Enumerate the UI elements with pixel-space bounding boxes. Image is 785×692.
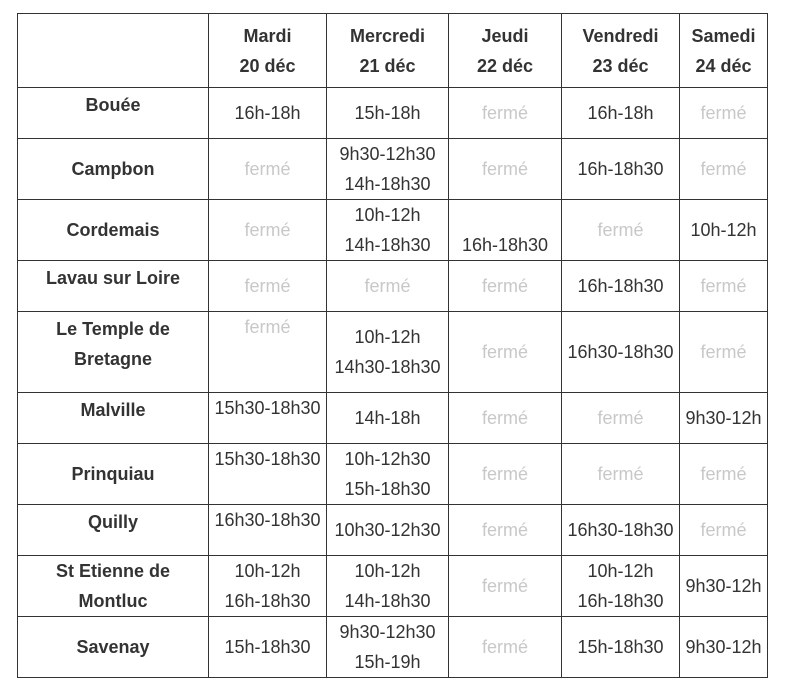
hours-cell — [449, 312, 562, 393]
hours-cell — [327, 505, 449, 556]
town-name — [18, 261, 209, 312]
hours-range: 16h-18h — [234, 103, 301, 123]
day-date: 21 déc — [359, 55, 416, 76]
hours-cell — [209, 88, 327, 139]
town-name-line: Malville — [80, 400, 146, 420]
hours-cell — [562, 617, 680, 678]
hours-cell — [680, 200, 768, 261]
hours-cell — [562, 139, 680, 200]
table-row — [18, 261, 768, 312]
hours-range: 14h-18h30 — [344, 591, 431, 611]
closed-label: fermé — [597, 408, 644, 428]
town-name-line: Bouée — [85, 95, 141, 115]
closed-label: fermé — [481, 637, 528, 657]
town-name-line: Bretagne — [73, 349, 153, 369]
hours-range: 15h30-18h30 — [214, 398, 321, 418]
hours-range: 10h-12h — [587, 561, 654, 581]
hours-cell — [209, 200, 327, 261]
day-name: Jeudi — [481, 25, 529, 46]
hours-range: 15h-18h30 — [344, 479, 431, 499]
hours-cell — [562, 556, 680, 617]
day-name: Vendredi — [582, 25, 659, 46]
town-name — [18, 88, 209, 139]
day-name: Samedi — [691, 25, 756, 46]
hours-cell — [680, 444, 768, 505]
hours-cell — [680, 261, 768, 312]
day-date: 23 déc — [592, 55, 649, 76]
hours-cell — [327, 556, 449, 617]
closed-label: fermé — [481, 103, 528, 123]
town-name-line: Montluc — [78, 591, 148, 611]
day-name: Mardi — [243, 25, 292, 46]
closed-label: fermé — [700, 520, 747, 540]
closed-label: fermé — [597, 464, 644, 484]
hours-cell — [327, 393, 449, 444]
hours-cell — [209, 139, 327, 200]
hours-range: 10h-12h30 — [344, 449, 431, 469]
day-header-4 — [680, 14, 768, 88]
table-row — [18, 393, 768, 444]
hours-range: 15h-18h30 — [577, 637, 664, 657]
closed-label: fermé — [481, 520, 528, 540]
closed-label: fermé — [481, 464, 528, 484]
hours-cell — [680, 312, 768, 393]
closed-label: fermé — [481, 408, 528, 428]
day-header-3 — [562, 14, 680, 88]
hours-cell — [562, 261, 680, 312]
hours-cell — [327, 444, 449, 505]
town-name-line: Cordemais — [66, 220, 160, 240]
town-name — [18, 139, 209, 200]
corner-cell — [18, 14, 209, 88]
hours-cell — [209, 261, 327, 312]
hours-cell — [327, 261, 449, 312]
hours-cell — [209, 617, 327, 678]
hours-cell — [562, 312, 680, 393]
hours-range: 16h-18h30 — [224, 591, 311, 611]
table-body — [18, 88, 768, 678]
closed-label: fermé — [481, 342, 528, 362]
table-row — [18, 88, 768, 139]
hours-cell — [680, 556, 768, 617]
day-name: Mercredi — [349, 25, 426, 46]
hours-range: 15h-18h — [354, 103, 421, 123]
hours-range: 16h30-18h30 — [214, 510, 321, 530]
day-date: 20 déc — [239, 55, 296, 76]
hours-range: 15h-18h30 — [224, 637, 311, 657]
hours-range: 16h-18h30 — [577, 159, 664, 179]
day-header-1 — [327, 14, 449, 88]
hours-cell — [680, 505, 768, 556]
town-name-line: Campbon — [71, 159, 155, 179]
closed-label: fermé — [481, 576, 528, 596]
hours-cell — [449, 393, 562, 444]
hours-cell — [327, 88, 449, 139]
hours-range: 14h30-18h30 — [334, 357, 441, 377]
day-header-0 — [209, 14, 327, 88]
table-row — [18, 200, 768, 261]
day-date: 22 déc — [476, 55, 534, 76]
hours-cell — [449, 444, 562, 505]
hours-range: 16h-18h30 — [577, 276, 664, 296]
hours-cell — [449, 88, 562, 139]
opening-hours-table — [17, 13, 768, 678]
hours-range: 14h-18h — [354, 408, 421, 428]
closed-label: fermé — [700, 342, 747, 362]
hours-cell — [562, 505, 680, 556]
hours-cell — [449, 200, 562, 261]
hours-range: 14h-18h30 — [344, 235, 431, 255]
town-name-line: Savenay — [76, 637, 150, 657]
hours-range: 10h30-12h30 — [334, 520, 441, 540]
hours-cell — [449, 505, 562, 556]
hours-range: 10h-12h — [690, 220, 757, 240]
closed-label: fermé — [244, 220, 291, 240]
hours-range: 9h30-12h — [685, 576, 762, 596]
hours-range: 15h30-18h30 — [214, 449, 321, 469]
hours-cell — [209, 556, 327, 617]
hours-range: 16h-18h30 — [461, 235, 549, 255]
hours-cell — [209, 312, 327, 393]
hours-range: 16h-18h30 — [577, 591, 664, 611]
hours-cell — [562, 393, 680, 444]
table-row — [18, 139, 768, 200]
hours-range: 16h30-18h30 — [567, 520, 674, 540]
hours-cell — [449, 617, 562, 678]
table-row — [18, 556, 768, 617]
hours-range: 10h-12h — [354, 205, 421, 225]
hours-cell — [562, 444, 680, 505]
closed-label: fermé — [700, 464, 747, 484]
town-name — [18, 200, 209, 261]
hours-cell — [327, 139, 449, 200]
closed-label: fermé — [244, 276, 291, 296]
table-row — [18, 617, 768, 678]
closed-label: fermé — [244, 317, 291, 337]
hours-cell — [327, 617, 449, 678]
hours-range: 16h30-18h30 — [567, 342, 674, 362]
town-name — [18, 505, 209, 556]
hours-range: 10h-12h — [234, 561, 301, 581]
hours-cell — [327, 312, 449, 393]
hours-range: 9h30-12h30 — [339, 622, 436, 642]
town-name — [18, 393, 209, 444]
hours-cell — [449, 261, 562, 312]
hours-cell — [209, 393, 327, 444]
hours-cell — [449, 556, 562, 617]
hours-cell — [680, 393, 768, 444]
town-name-line: Le Temple de — [56, 319, 170, 339]
table-row — [18, 312, 768, 393]
town-name — [18, 556, 209, 617]
hours-range: 15h-19h — [354, 652, 421, 672]
hours-cell — [449, 139, 562, 200]
closed-label: fermé — [700, 276, 747, 296]
town-name-line: Lavau sur Loire — [45, 268, 181, 288]
town-name-line: Quilly — [87, 512, 138, 532]
table-row — [18, 505, 768, 556]
town-name — [18, 444, 209, 505]
header-row — [18, 14, 768, 88]
hours-cell — [327, 200, 449, 261]
hours-cell — [680, 88, 768, 139]
closed-label: fermé — [481, 159, 528, 179]
town-name — [18, 617, 209, 678]
hours-range: 14h-18h30 — [344, 174, 431, 194]
closed-label: fermé — [244, 159, 291, 179]
table-row — [18, 444, 768, 505]
hours-cell — [680, 139, 768, 200]
closed-label: fermé — [364, 276, 411, 296]
hours-range: 16h-18h — [587, 103, 654, 123]
hours-cell — [680, 617, 768, 678]
hours-range: 10h-12h — [354, 561, 421, 581]
closed-label: fermé — [481, 276, 528, 296]
hours-cell — [209, 444, 327, 505]
closed-label: fermé — [597, 220, 644, 240]
hours-cell — [562, 200, 680, 261]
hours-range: 10h-12h — [354, 327, 421, 347]
town-name-line: Prinquiau — [71, 464, 155, 484]
closed-label: fermé — [700, 159, 747, 179]
day-date: 24 déc — [695, 55, 752, 76]
day-header-2 — [449, 14, 562, 88]
town-name — [18, 312, 209, 393]
hours-range: 9h30-12h30 — [339, 144, 436, 164]
hours-range: 9h30-12h — [685, 408, 762, 428]
hours-cell — [562, 88, 680, 139]
hours-range: 9h30-12h — [685, 637, 762, 657]
town-name-line: St Etienne de — [55, 561, 171, 581]
hours-cell — [209, 505, 327, 556]
closed-label: fermé — [700, 103, 747, 123]
